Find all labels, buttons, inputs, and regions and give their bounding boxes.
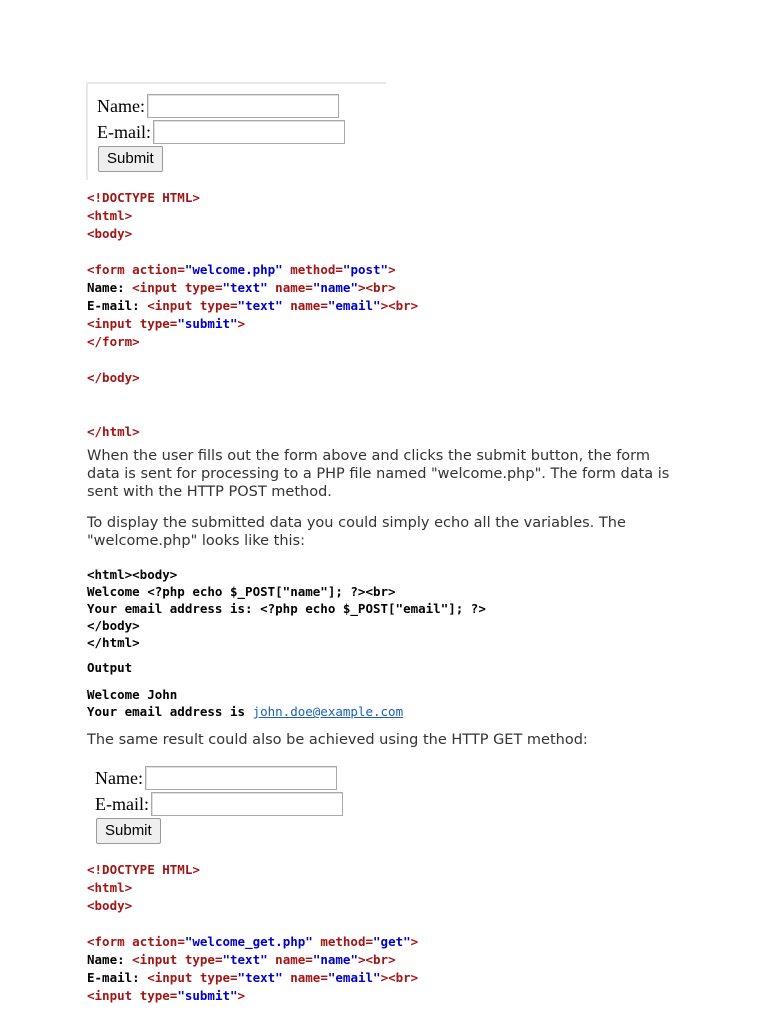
code-line: <!DOCTYPE HTML> bbox=[87, 190, 200, 205]
paragraph-welcome-intro: To display the submitted data you could simply echo all the variables. The "welcome.php" looks like this: bbox=[87, 515, 626, 549]
code-block-get bbox=[87, 861, 418, 1005]
code-line: <input type="submit"> bbox=[87, 988, 246, 1003]
name-row bbox=[95, 766, 337, 790]
email-link[interactable]: john.doe@example.com bbox=[252, 704, 404, 719]
name-label: Name: bbox=[95, 767, 143, 788]
output-block bbox=[87, 686, 403, 720]
code-line: Your email address is: <?php echo $_POST["email"]; ?> bbox=[87, 601, 486, 616]
code-line: Name: <input type="text" name="name"><br> bbox=[87, 952, 396, 967]
name-input[interactable] bbox=[147, 94, 339, 118]
code-line: <html> bbox=[87, 880, 133, 895]
code-line: </html> bbox=[87, 424, 140, 439]
code-line: <form action="welcome.php" method="post"> bbox=[87, 262, 396, 277]
submit-button[interactable]: Submit bbox=[96, 818, 161, 844]
output-welcome: Welcome John bbox=[87, 687, 178, 702]
code-line: </body> bbox=[87, 370, 140, 385]
email-label: E-mail: bbox=[95, 793, 149, 814]
email-row bbox=[97, 120, 345, 144]
paragraph-get-intro: The same result could also be achieved using the HTTP GET method: bbox=[87, 732, 588, 748]
submit-button[interactable]: Submit bbox=[98, 146, 163, 172]
name-label: Name: bbox=[97, 95, 145, 116]
name-row bbox=[97, 94, 339, 118]
code-line: Welcome <?php echo $_POST["name"]; ?><br> bbox=[87, 584, 396, 599]
code-block-post bbox=[87, 189, 418, 441]
code-line: E-mail: <input type="text" name="email"><br> bbox=[87, 298, 419, 313]
code-line: <body> bbox=[87, 226, 133, 241]
code-line: </html> bbox=[87, 635, 140, 650]
code-line: <html><body> bbox=[87, 567, 178, 582]
code-line: <input type="submit"> bbox=[87, 316, 246, 331]
form-demo-get bbox=[86, 760, 384, 846]
email-input[interactable] bbox=[153, 120, 345, 144]
form-demo-post bbox=[86, 82, 386, 180]
php-code-block bbox=[87, 566, 486, 651]
email-label: E-mail: bbox=[97, 121, 151, 142]
code-line: E-mail: <input type="text" name="email"><br> bbox=[87, 970, 419, 985]
code-line: </body> bbox=[87, 618, 140, 633]
output-heading: Output bbox=[87, 660, 133, 675]
code-line: <html> bbox=[87, 208, 133, 223]
output-email-line: Your email address is john.doe@example.com bbox=[87, 704, 404, 719]
email-input[interactable] bbox=[151, 792, 343, 816]
paragraph-post-explanation: When the user fills out the form above and clicks the submit button, the form data is sent for processing to a PHP file named "welcome.php". The form data is sent with the HTTP POST method. bbox=[87, 448, 670, 500]
code-line: Name: <input type="text" name="name"><br> bbox=[87, 280, 396, 295]
code-line: <!DOCTYPE HTML> bbox=[87, 862, 200, 877]
code-line: </form> bbox=[87, 334, 140, 349]
code-line: <body> bbox=[87, 898, 133, 913]
name-input[interactable] bbox=[145, 766, 337, 790]
email-row bbox=[95, 792, 343, 816]
code-line: <form action="welcome_get.php" method="get"> bbox=[87, 934, 419, 949]
